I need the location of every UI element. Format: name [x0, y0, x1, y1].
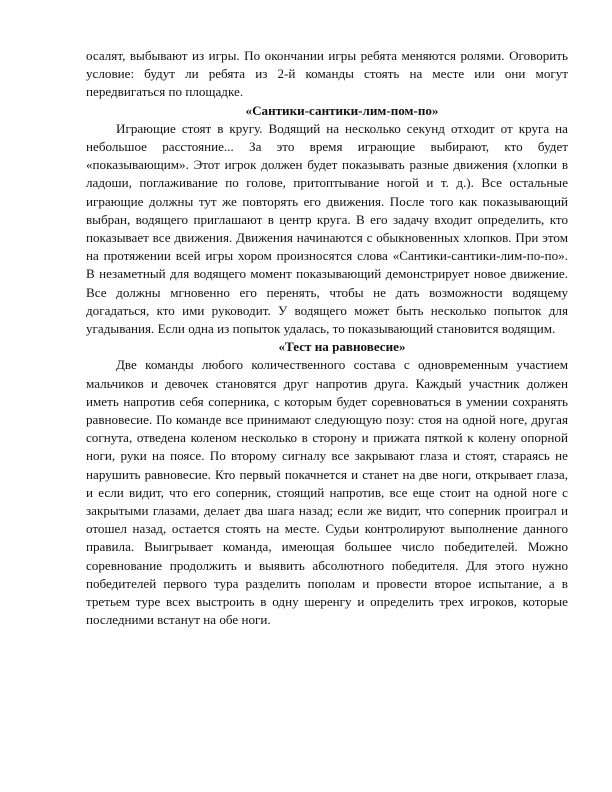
paragraph-game-ending: осалят, выбывают из игры. По окончании игры ребята меняются ролями. Оговорить условие: будут ли ребята из 2-й команды стоять на месте или они могут передвигаться по площадке. [86, 48, 568, 100]
heading-balance-test: «Тест на равновесие» [278, 339, 406, 355]
paragraph-santiki-rules: Играющие стоят в кругу. Водящий на несколько секунд отходит от круга на небольшое расстояние... За это время играющие выбирают, кто будет «показывающим». Этот игрок должен будет показывать разные движения (хлопки в ладоши, поглаживание по голове, притоптывание ногой и т. д.). Все остальные играющие должны тут же повторять его движения. После того как показывающий выбран, водящего приглашают в центр круга. В его задачу входит определить, кто показывает все движения. Движения начинаются с обыкновенных хлопков. При этом на протяжении всей игры хором произносятся слова «Сантики-сантики-лим-по-по». В незаметный для водящего момент показывающий демонстрирует новое движение. Все должны мгновенно его перенять, чтобы не дать возможности водящему догадаться, кто ими руководит. У водящего может быть несколько попыток для угадывания. Если одна из попыток удалась, то показывающий становится водящим. [86, 120, 568, 337]
paragraph-balance-test-rules: Две команды любого количественного состава с одновременным участием мальчиков и девочек становятся друг напротив друга. Каждый участник должен иметь напротив себя соперника, с которым будет соревноваться в умении сохранять равновесие. По команде все принимают следующую позу: стоя на одной ноге, другая согнута, отведена коленом несколько в сторону и прижата пяткой к колену опорной ноги, руки на поясе. По второму сигналу все закрывают глаза и стоят, стараясь не нарушить равновесие. Кто первый покачнется и станет на две ноги, открывает глаза, и если видит, что его соперник, стоящий напротив, все еще стоит на одной ноге с закрытыми глазами, делает два шага назад; если же видит, что соперник проиграл и отошел назад, остается стоять на месте. Судьи контролируют выполнение данного правила. Выигрывает команда, имеющая большее число победителей. Можно соревнование продолжить и выявить абсолютного победителя. Для этого нужно победителей первого тура разделить пополам и провести второе испытание, а в третьем туре всех выстроить в одну шеренгу и определить трех игроков, которые последними встанут на обе ноги. [86, 357, 568, 628]
heading-santiki-game: «Сантики-сантики-лим-пом-по» [245, 102, 439, 118]
document-page [86, 47, 568, 630]
